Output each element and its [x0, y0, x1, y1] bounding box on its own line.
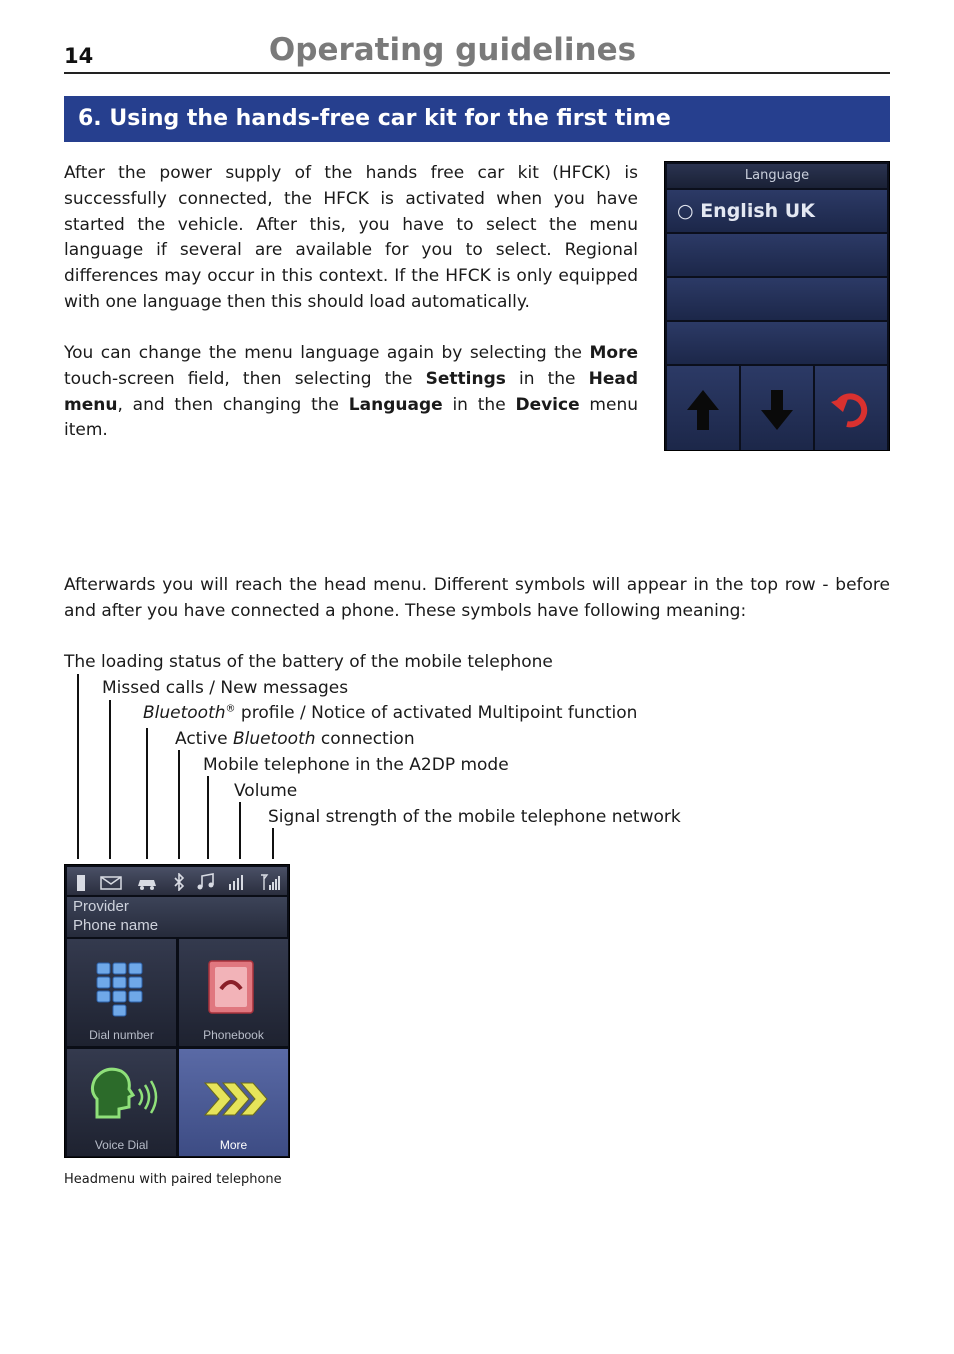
legend-a2dp: Mobile telephone in the A2DP mode: [203, 755, 509, 775]
pointer-line: [207, 776, 209, 859]
volume-icon: [227, 873, 247, 891]
arrow-down-icon: [741, 366, 813, 450]
language-screen-title: Language: [667, 164, 887, 188]
phone-name: Phone name: [73, 917, 159, 934]
chevron-right-icon: [179, 1049, 288, 1133]
language-option-label: English UK: [700, 200, 815, 222]
legend-active-bluetooth: Active Bluetooth connection: [175, 729, 415, 749]
provider-panel: [67, 897, 287, 937]
language-option[interactable]: [667, 190, 887, 232]
header-rule: [64, 72, 890, 74]
pointer-line: [239, 802, 241, 859]
back-arrow-icon: [815, 366, 887, 450]
provider-name: Provider: [73, 898, 129, 915]
legend-battery: The loading status of the battery of the mobile telephone: [64, 652, 553, 672]
voice-dial-label: Voice Dial: [94, 1138, 149, 1152]
pointer-line: [272, 828, 274, 859]
more-button[interactable]: [179, 1049, 288, 1156]
music-note-icon: [195, 873, 217, 891]
scroll-down-button[interactable]: [741, 366, 813, 450]
legend-missed-calls: Missed calls / New messages: [102, 678, 349, 698]
scroll-up-button[interactable]: [667, 366, 739, 450]
arrow-up-icon: [667, 366, 739, 450]
battery-icon: [75, 873, 87, 891]
language-empty-row: [667, 278, 887, 320]
bluetooth-icon: [171, 873, 187, 891]
keypad-icon: [67, 939, 176, 1019]
head-menu-screen: [64, 864, 290, 1158]
page-number: 14: [64, 44, 94, 68]
car-icon: [135, 873, 159, 891]
page-title: Operating guidelines: [268, 32, 637, 68]
legend-bluetooth-profile: Bluetooth® profile / Notice of activated Multipoint function: [143, 703, 638, 723]
phonebook-button[interactable]: [179, 939, 288, 1046]
language-empty-row: [667, 322, 887, 364]
phonebook-icon: [179, 939, 288, 1019]
figure-caption: Headmenu with paired telephone: [64, 1172, 282, 1187]
legend-volume: Volume: [234, 781, 298, 801]
dial-number-label: Dial number: [89, 1028, 154, 1042]
more-label: More: [219, 1138, 248, 1152]
signal-strength-icon: [259, 873, 283, 891]
dial-number-button[interactable]: [67, 939, 176, 1046]
pointer-line: [77, 674, 79, 859]
pointer-line: [109, 700, 111, 859]
phonebook-label: Phonebook: [203, 1028, 264, 1042]
intro-paragraph-1: After the power supply of the hands free car kit (HFCK) is successfully connected, the HFCK is activated when you have started the vehicle. After this, you have to select the menu language if several are available for you to select. Regional differences may occur in this context. If the HFCK is only equipped with one language then this should load automatically.: [64, 163, 638, 312]
message-icon: [99, 873, 123, 891]
intro-paragraph-2: You can change the menu language again by selecting the More touch-screen field, then selecting the Settings in the Head menu, and then changing the Language in the Device menu item.: [64, 343, 638, 441]
pointer-line: [178, 750, 180, 859]
pointer-line: [146, 728, 148, 859]
voice-dial-icon: [67, 1049, 176, 1133]
radio-icon: ○: [677, 200, 701, 222]
legend-signal: Signal strength of the mobile telephone network: [268, 807, 681, 827]
status-bar: [67, 867, 287, 895]
voice-dial-button[interactable]: [67, 1049, 176, 1156]
language-screen: [664, 161, 890, 451]
afterwards-paragraph: Afterwards you will reach the head menu. Different symbols will appear in the top row - before and after you have connected a phone. These symbols have following meaning:: [64, 575, 890, 621]
back-button[interactable]: [815, 366, 887, 450]
section-title: 6. Using the hands-free car kit for the first time: [78, 106, 671, 131]
language-empty-row: [667, 234, 887, 276]
